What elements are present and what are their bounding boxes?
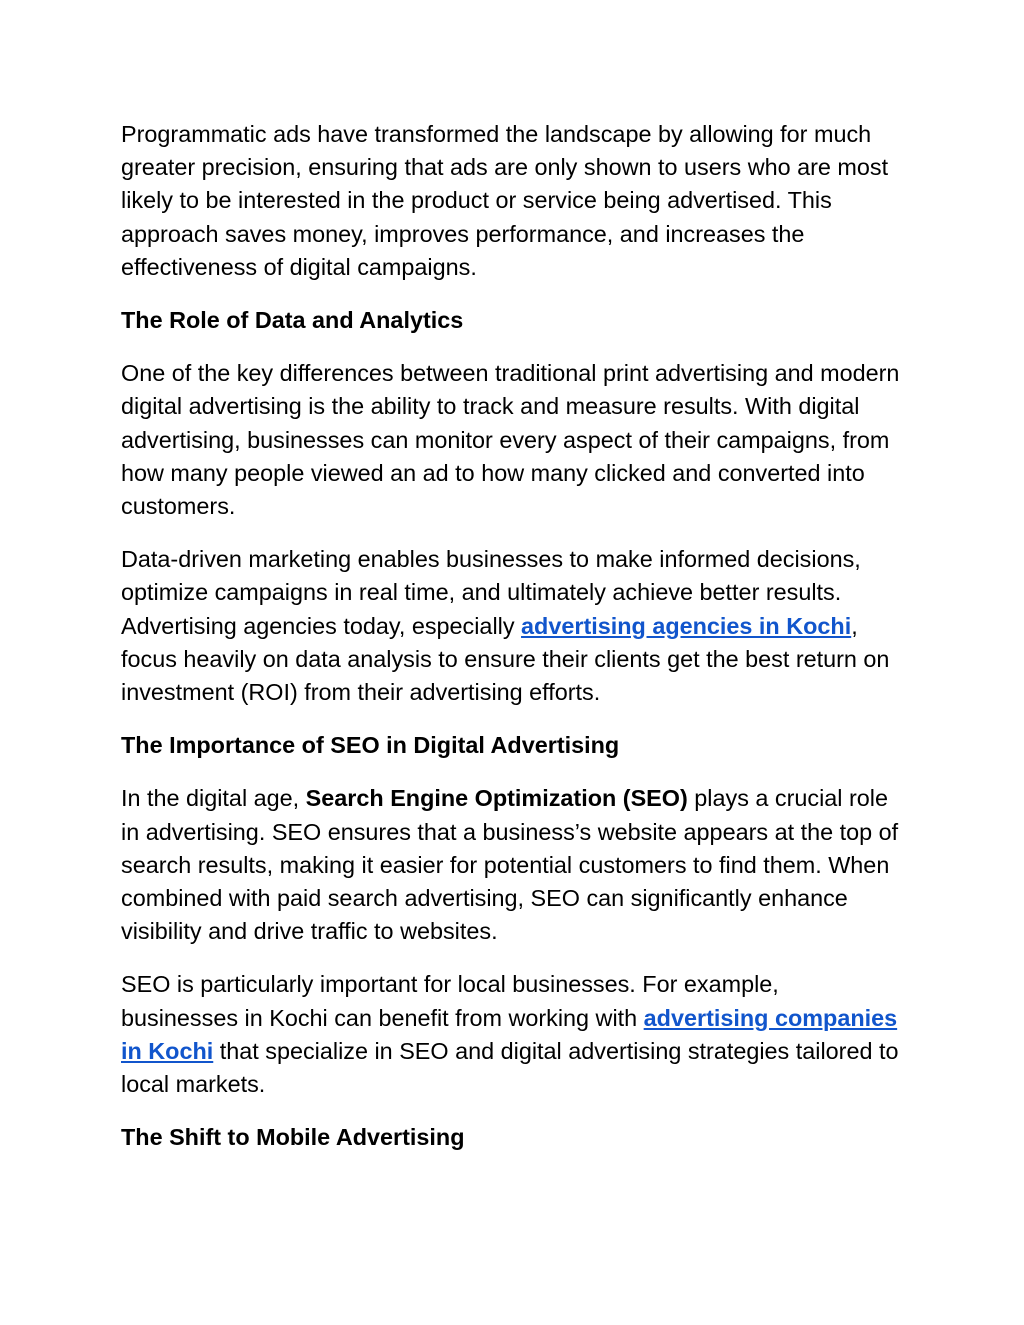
paragraph-key-differences: One of the key differences between traditional print advertising and modern digital advertising is the ability to track and measure results. With digital advertising, businesses can monitor every aspect of their campaigns, from how many people viewed an ad to how many clicked and converted into customers. — [121, 360, 900, 520]
paragraph-text: that specialize in SEO and digital advertising strategies tailored to local markets. — [121, 1037, 899, 1098]
link-advertising-agencies-kochi[interactable]: advertising agencies in Kochi — [521, 612, 852, 639]
paragraph-text: , focus heavily on data analysis to ensure their clients get the best return on investment (ROI) from their advertising efforts. — [121, 612, 890, 706]
paragraph-data-driven — [121, 543, 902, 709]
paragraph-text: SEO is particularly important for local businesses. For example, businesses in Kochi can benefit from working with — [121, 971, 779, 1031]
paragraph-seo-digital-age — [121, 782, 902, 948]
link-advertising-companies-kochi[interactable]: advertising companies in Kochi — [121, 1004, 898, 1064]
paragraph-text: Data-driven marketing enables businesses to make informed decisions, optimize campaigns in real time, and ultimately achieve better results. Advertising agencies today, especially — [121, 546, 861, 639]
bold-seo-term: Search Engine Optimization (SEO) — [305, 785, 688, 812]
heading-data-analytics: The Role of Data and Analytics — [121, 307, 464, 334]
paragraph-text: In the digital age, — [121, 785, 306, 812]
paragraph-seo-local — [121, 968, 902, 1101]
paragraph-programmatic-ads: Programmatic ads have transformed the landscape by allowing for much greater precision, ensuring that ads are only shown to users who are most likely to be interested in the product or service being advertised. This approach saves money, improves performance, and increases the effectiveness of digital campaigns. — [121, 121, 889, 280]
paragraph-text: plays a crucial role in advertising. SEO ensures that a business’s website appears at the top of search results, making it easier for potential customers to find them. When combined with paid search advertising, SEO can significantly enhance visibility and drive traffic to websites. — [121, 785, 899, 945]
heading-mobile-advertising: The Shift to Mobile Advertising — [121, 1124, 465, 1151]
heading-seo-importance: The Importance of SEO in Digital Advertising — [121, 732, 620, 759]
